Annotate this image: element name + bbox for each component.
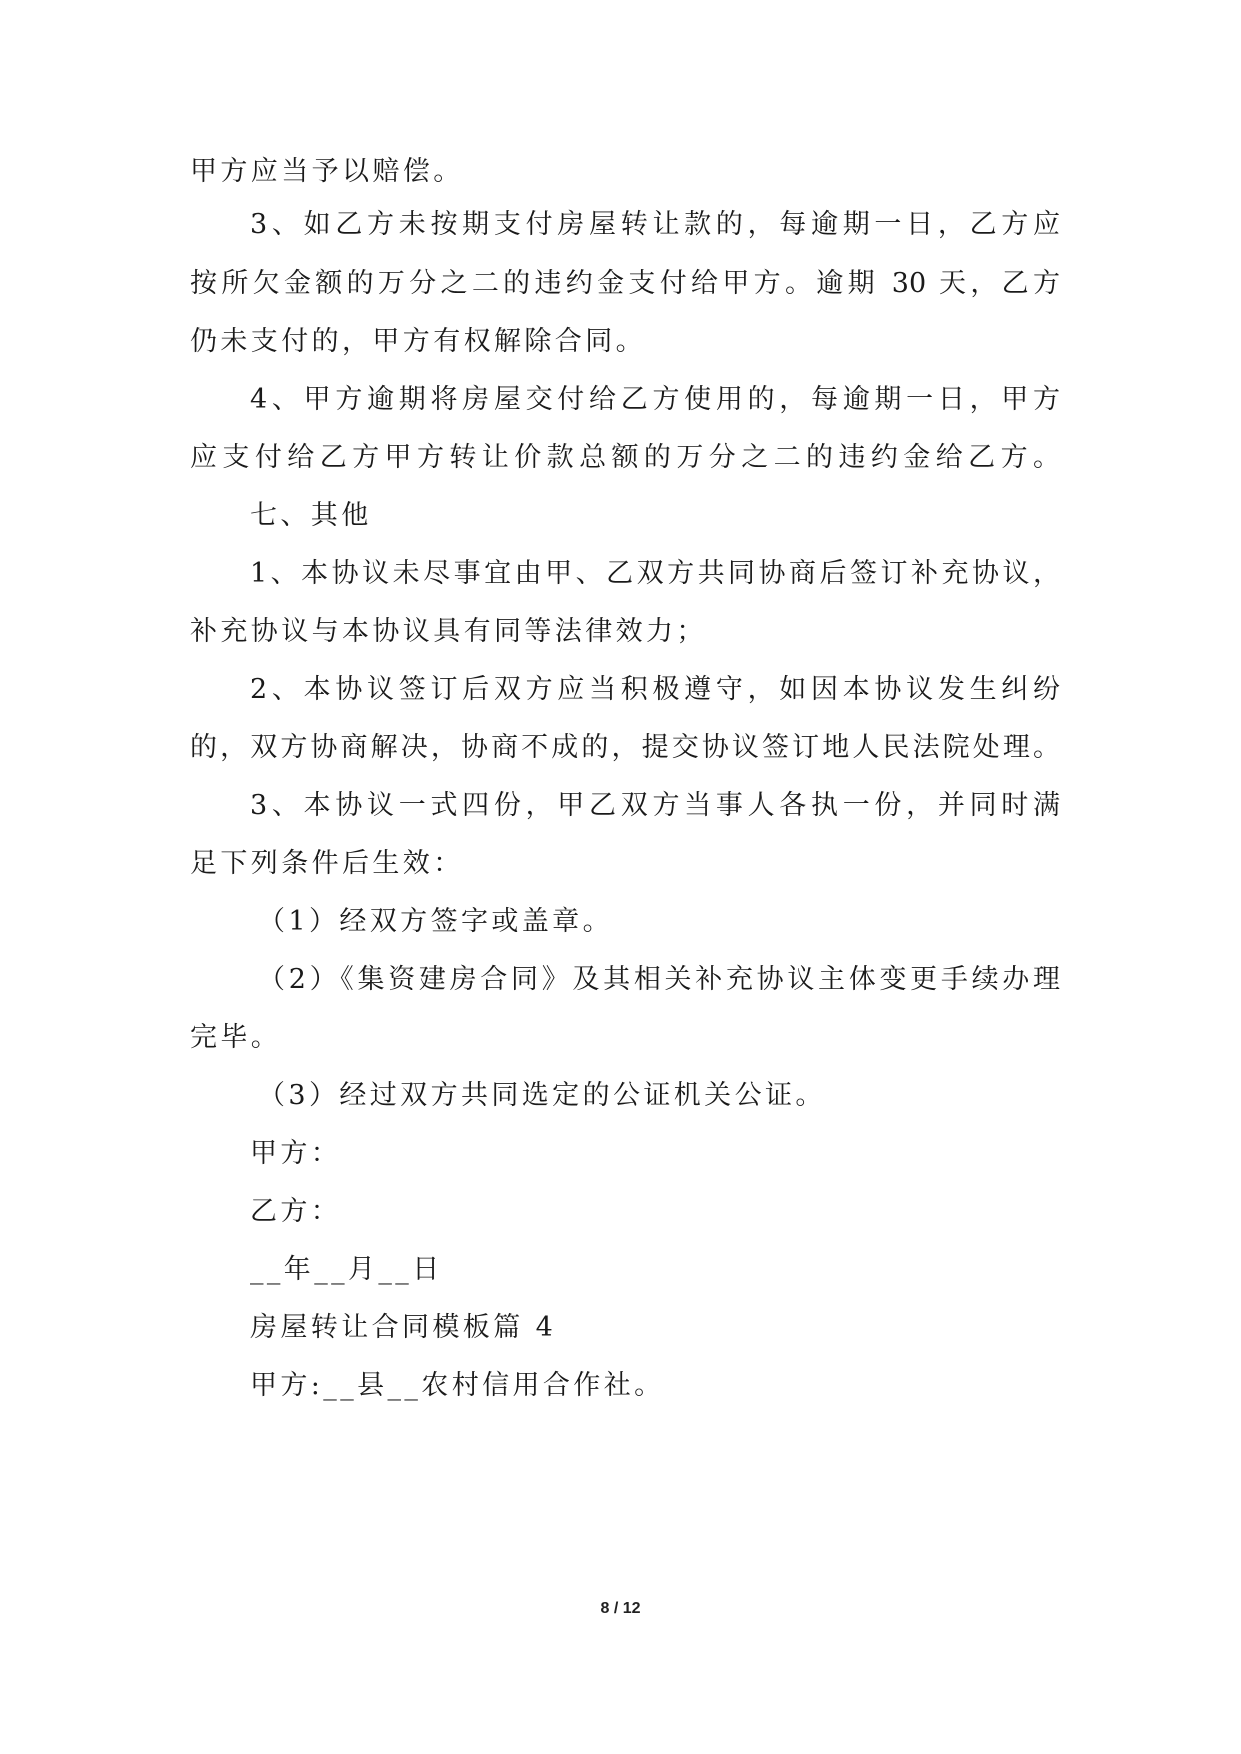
signature-date: __年__月__日 [250,1254,443,1285]
paragraph-line: 应支付给乙方甲方转让价款总额的万分之二的违约金给乙方。 [190,442,1060,473]
list-item: （3）经过双方共同选定的公证机关公证。 [258,1080,826,1111]
paragraph-line: 的，双方协商解决，协商不成的，提交协议签订地人民法院处理。 [190,732,1060,763]
paragraph-line: 4、甲方逾期将房屋交付给乙方使用的，每逾期一日，甲方 [250,384,1060,415]
paragraph-line: 3、本协议一式四份，甲乙双方当事人各执一份，并同时满 [250,790,1060,821]
paragraph-line: 按所欠金额的万分之二的违约金支付给甲方。逾期 30 天，乙方 [190,268,1060,299]
paragraph-line: 甲方:__县__农村信用合作社。 [250,1370,665,1401]
signature-party-a: 甲方： [250,1138,342,1169]
paragraph-line: 完毕。 [190,1022,282,1053]
paragraph-line: 甲方应当予以赔偿。 [190,156,464,187]
paragraph-line: 仍未支付的，甲方有权解除合同。 [190,326,646,357]
section-title: 房屋转让合同模板篇 4 [250,1312,557,1343]
paragraph-line: 足下列条件后生效： [190,848,464,879]
paragraph-line: 3、如乙方未按期支付房屋转让款的，每逾期一日，乙方应 [250,209,1060,240]
list-item: （1）经双方签字或盖章。 [258,906,613,937]
paragraph-line: 2、本协议签订后双方应当积极遵守，如因本协议发生纠纷 [250,674,1060,705]
section-heading: 七、其他 [250,500,372,531]
page-number: 8 / 12 [600,1600,641,1617]
list-item: （2）《集资建房合同》及其相关补充协议主体变更手续办理 [258,964,1060,995]
paragraph-line: 补充协议与本协议具有同等法律效力； [190,616,707,647]
signature-party-b: 乙方： [250,1196,342,1227]
paragraph-line: 1、本协议未尽事宜由甲、乙双方共同协商后签订补充协议， [250,558,1060,589]
